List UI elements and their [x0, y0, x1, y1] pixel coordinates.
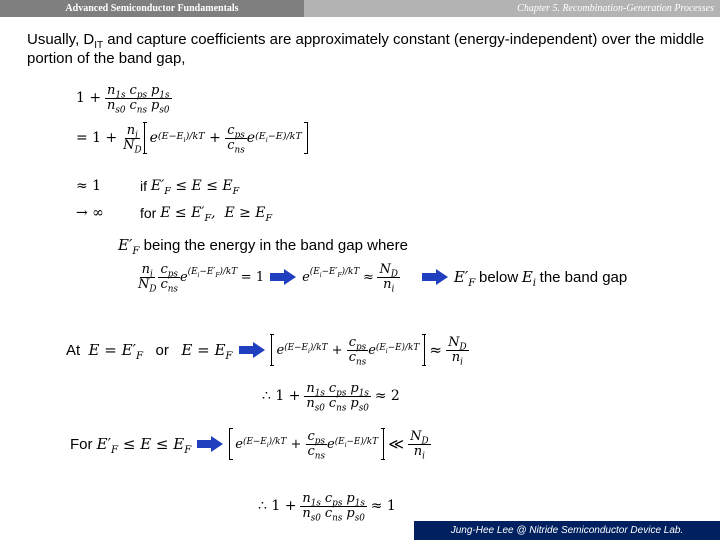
equation-ef-prime: $\frac{n_i}{N_D}$ $\frac{c_{ps}}{c_{ns}}$ $e^{(E_i-E'_F)/kT}$ = 1 $e^{(E_i-E'_F)/kT}$ ≈ $\frac{N_D}{n_i}$ $E'_F$ below $E_i$ the band gap [138, 262, 628, 295]
if-label: if [140, 178, 147, 194]
footer-lab-credit: Jung-Hee Lee @ Nitride Semiconductor Device Lab. [414, 521, 720, 540]
intro-text-2: and capture coefficients are approximately constant (energy-independent) over the middle portion of the band gap, [27, 31, 705, 67]
header-course-title: Advanced Semiconductor Fundamentals [0, 0, 304, 17]
approx-two: ≈ 2 [374, 388, 400, 405]
approx-one: ≈ 1 [76, 178, 102, 194]
at-line: At $E = E'_F$ or $E = E_F$ e $(E-E_i)/kT$ + $\frac{c_{ps}}{c_{ns}}$ e $(E_i-E)/kT$ ≈ $\frac{N_D}{n_i}$ [66, 335, 467, 368]
condition-range-2: $E \le E'_F$, $E \ge E_F$ [160, 205, 273, 224]
definition-line [118, 236, 408, 257]
right-arrow-icon [270, 270, 296, 284]
below-label: below [478, 268, 519, 286]
condition-line-approx [76, 178, 240, 197]
fraction-cps-cns: $\frac{c_{ps}}{c_{ns}}$ [129, 83, 148, 116]
the-band-gap-label: the band gap [539, 268, 628, 286]
eq-one: 1 + [76, 90, 102, 107]
equation-line-2 [76, 122, 308, 154]
right-arrow-icon [239, 343, 265, 357]
or-label: or [155, 341, 169, 359]
fraction-p1s-ps0: $\frac{p_{1s}}{p_{s0}}$ [151, 83, 170, 116]
approx-one-final: ≈ 1 [370, 498, 396, 515]
equation-line-1 [76, 83, 172, 116]
intro-subscript: IT [94, 40, 104, 51]
for-line: For $E'_F \le E \le E_F$ e $(E-E_i)/kT$ + $\frac{c_{ps}}{c_{ns}}$ e $(E_i-E)/kT$ ≪ $\frac{N_D}{n_i}$ [70, 429, 429, 462]
equals-one: = 1 [240, 269, 265, 285]
condition-range-1: $E'_F \le E \le E_F$ [150, 178, 240, 197]
fraction-n1s-ns0: $\frac{n_{1s}}{n_{s0}}$ [106, 83, 126, 116]
therefore-line-2: ∴ 1 + $\frac{n_{1s}}{n_{s0}}$ $\frac{c_{ps}}{c_{ns}}$ $\frac{p_{1s}}{p_{s0}}$ ≈ 2 [262, 381, 400, 414]
header-chapter-title: Chapter 5. Recombination-Generation Processes [304, 0, 720, 17]
being-energy-label: being the energy in the band gap where [143, 236, 408, 254]
for-label-small: for [140, 205, 157, 221]
at-label: At [66, 341, 81, 359]
eq-eq-one-plus: = 1 + [76, 130, 118, 147]
for-label: For [70, 435, 93, 453]
intro-paragraph [27, 30, 707, 68]
right-arrow-icon [422, 270, 448, 284]
bracket-exponentials: e $(E-E_i)/kT$ + $\frac{c_{ps}}{c_{ns}}$ e $(E_i-E)/kT$ [144, 122, 308, 154]
condition-line-inf [76, 205, 273, 224]
therefore-line-1: ∴ 1 + $\frac{n_{1s}}{n_{s0}}$ $\frac{c_{ps}}{c_{ns}}$ $\frac{p_{1s}}{p_{s0}}$ ≈ 1 [258, 491, 396, 524]
intro-text-1: Usually, D [27, 31, 95, 48]
ef-prime-symbol: $E'_F$ [118, 236, 140, 257]
right-arrow-icon [197, 437, 223, 451]
fraction-ni-nd: $\frac{n_i}{N_D}$ [123, 123, 142, 156]
to-infinity: → ∞ [76, 205, 104, 221]
